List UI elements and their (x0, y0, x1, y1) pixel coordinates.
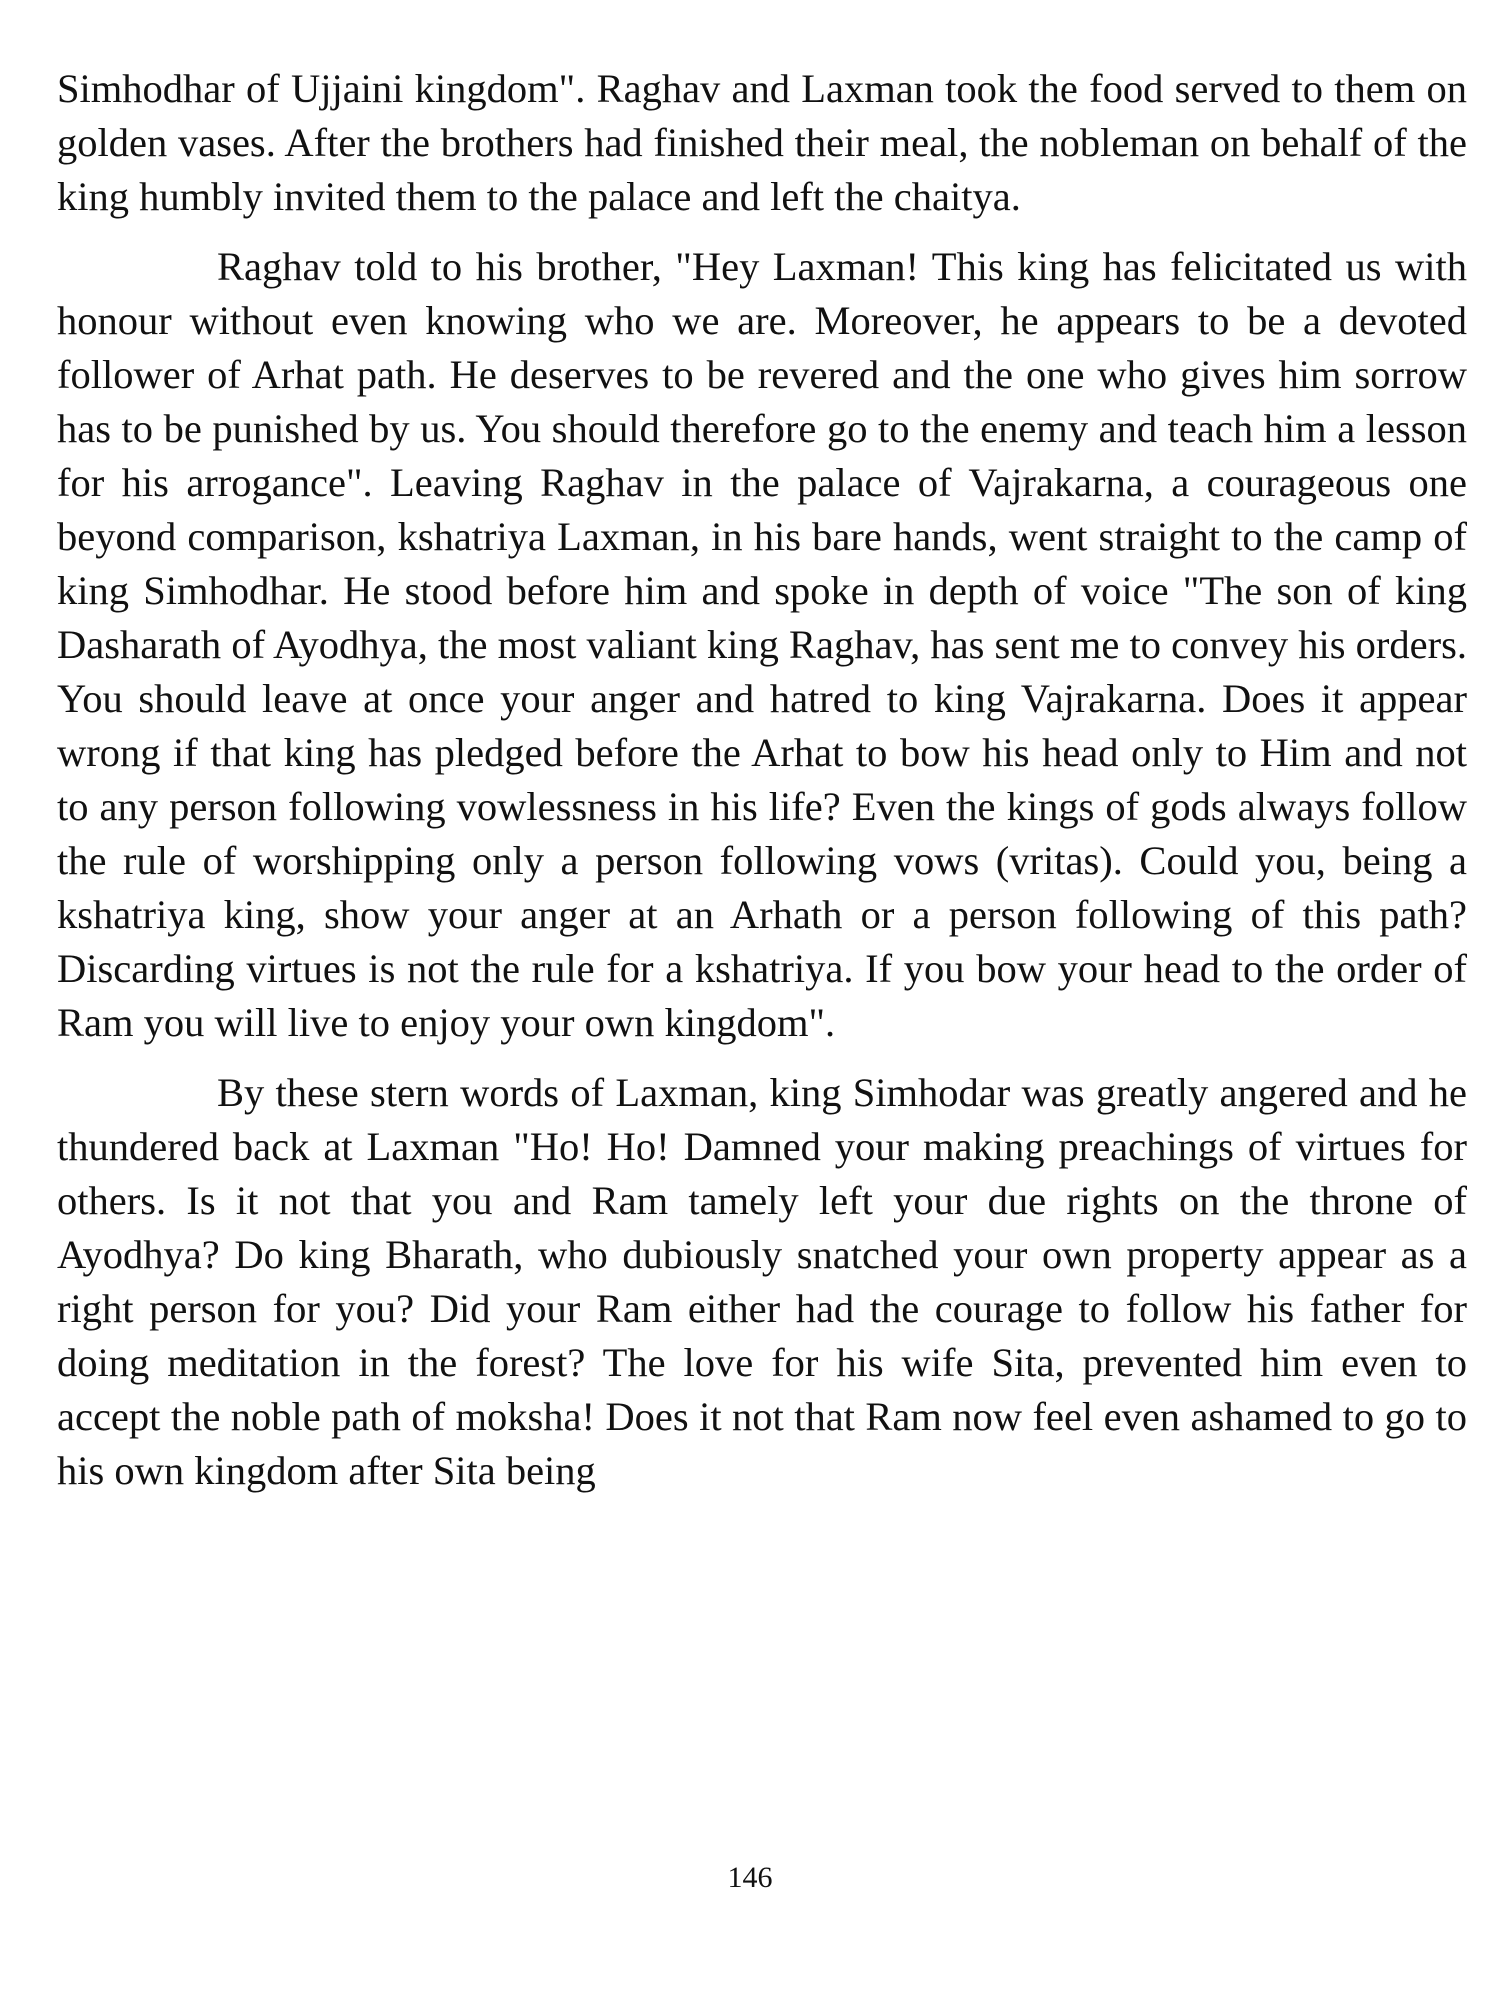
document-page (57, 62, 1467, 1514)
paragraph-1: Simhodhar of Ujjaini kingdom". Raghav and Laxman took the food served to them on golden vases. After the brothers had finished their meal, the nobleman on behalf of the king humbly invited them to the palace and left the chaitya. (57, 66, 1467, 219)
paragraph-2: Raghav told to his brother, "Hey Laxman! This king has felicitated us with honour without even knowing who we are. Moreover, he appears to be a devoted follower of Arhat path. He deserves to be revered and the one who gives him sorrow has to be punished by us. You should therefore go to the enemy and teach him a lesson for his arrogance". Leaving Raghav in the palace of Vajrakarna, a courageous one beyond comparison, kshatriya Laxman, in his bare hands, went straight to the camp of king Simhodhar. He stood before him and spoke in depth of voice "The son of king Dasharath of Ayodhya, the most valiant king Raghav, has sent me to convey his orders. You should leave at once your anger and hatred to king Vajrakarna. Does it appear wrong if that king has pledged before the Arhat to bow his head only to Him and not to any person following vowlessness in his life? Even the kings of gods always follow the rule of worshipping only a person following vows (vritas). Could you, being a kshatriya king, show your anger at an Arhath or a person following of this path? Discarding virtues is not the rule for a kshatriya. If you bow your head to the order of Ram you will live to enjoy your own kingdom". (57, 244, 1467, 1045)
paragraph-3: By these stern words of Laxman, king Simhodar was greatly angered and he thundered back at Laxman "Ho! Ho! Damned your making preachings of virtues for others. Is it not that you and Ram tamely left your due rights on the throne of Ayodhya? Do king Bharath, who dubiously snatched your own property appear as a right person for you? Did your Ram either had the courage to follow his father for doing meditation in the forest? The love for his wife Sita, prevented him even to accept the noble path of moksha! Does it not that Ram now feel even ashamed to go to his own kingdom after Sita being (57, 1070, 1467, 1493)
page-number: 146 (727, 1861, 773, 1894)
